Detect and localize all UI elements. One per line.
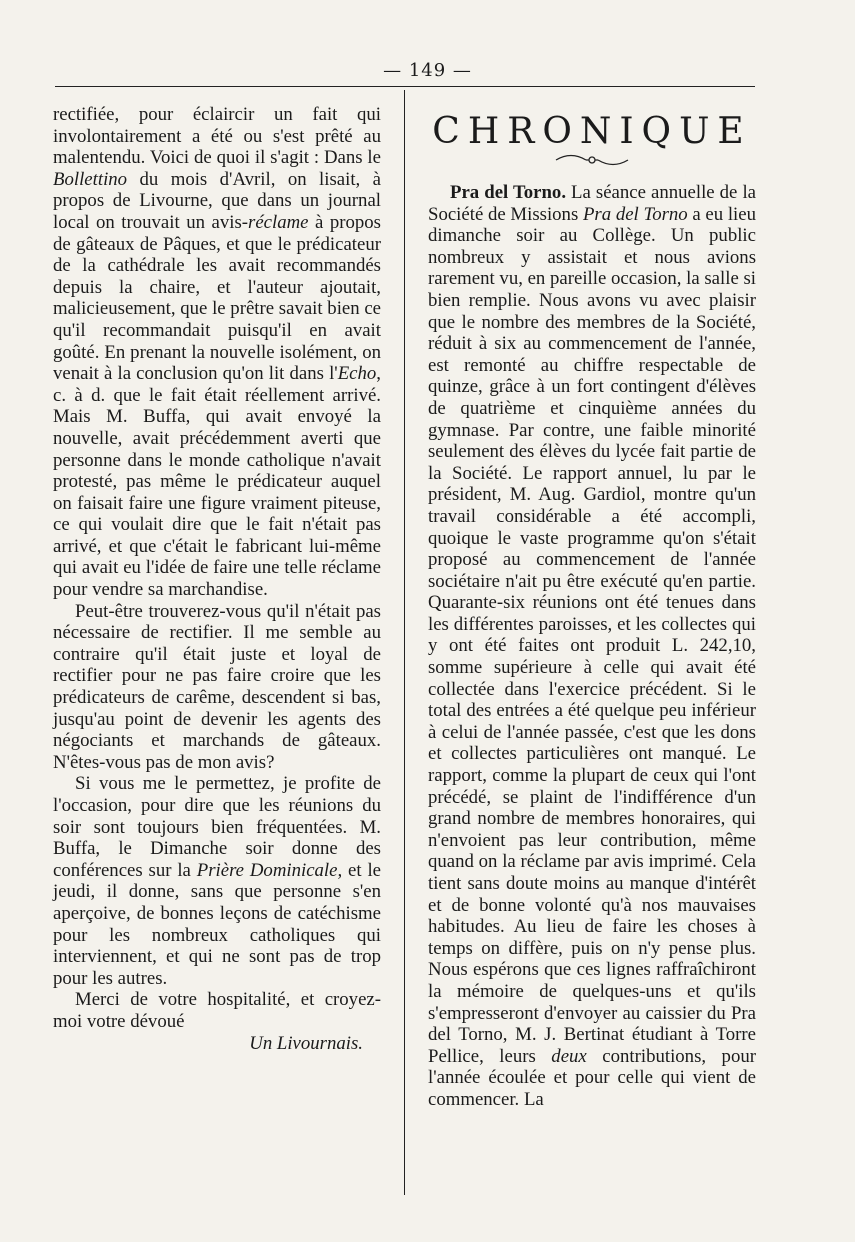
page-number: — 149 — — [383, 60, 472, 81]
signature: Un Livournais. — [249, 1032, 363, 1054]
column-divider — [404, 90, 405, 1195]
left-column — [53, 104, 381, 1054]
bollettino-title: Bollettino — [53, 168, 128, 190]
article-pra-del-torno: Pra del Torno. La séance annuelle de la Société de Missions Pra del Torno a eu lieu dimanche soir au Collège. Un public nombreux y assistait et nous avions rarement vu, en pareille occasion, la salle si bien remplie. Nous avons vu avec plaisir que le nombre des membres de la Société, réduit à six au commencement de l'année, est remonté au chiffre respectable de quinze, grâce à un fort contingent d'élèves de quatrième et cinquième années du gymnase. Par contre, une faible minorité seulement des élèves du lycée fait partie de la Société. Le rapport annuel, lu par le président, M. Aug. Gardiol, montre qu'un travail considérable a été accompli, quoique le vaste programme qu'on s'était proposé au commencement de l'année sociétaire n'ait pu être exécuté qu'en partie. Quarante-six réunions ont été tenues dans les différentes paroisses, et les collectes qui y ont été faites ont produit L. 242,10, somme supérieure à celle qui avait été collectée dans l'exercice précédent. Si le total des entrées a été quelque peu inférieur à celui de l'année passée, c'est que les dons et collectes particulières ont manqué. Le rapport, comme la plupart de ceux qui l'ont précédé, se plaint de l'indifférence d'un grand nombre de membres honoraires, qui n'envoient pas leur contribution, même quand on la réclame par avis imprimé. Cela tient sans doute moins au manque d'intérêt et de bonne volonté qu'à nos mauvaises habitudes. Au lieu de faire les choses à temps on diffère, puis on n'y pense plus. Nous espérons que ces lignes raffraîchiront la mémoire de quelques-uns et qu'ils s'empresseront d'envoyer au caissier du Pra del Torno, M. J. Bertinat étudiant à Torre Pellice, leurs deux contributions, pour l'année écoulée et pour celle qui vient de commencer. La — [428, 182, 757, 1110]
article-lead: Pra del Torno. — [450, 182, 567, 203]
paragraph-closing: Merci de votre hospitalité, et croyez-moi votre dévoué — [53, 989, 381, 1032]
right-column — [428, 104, 756, 1111]
paragraph-meetings: Si vous me le permettez, je profite de l'occasion, pour dire que les réunions du soir sont toujours bien fréquentées. M. Buffa, le Dimanche soir donne des conférences sur la Prière Dominicale, et le jeudi, il donne, sans que personne s'en aperçoive, de bonnes leçons de catéchisme pour les nombreux catholiques qui interviennent, et qui ne sont pas de trop pour les autres. — [53, 773, 381, 989]
section-title: CHRONIQUE — [432, 111, 752, 152]
flourish-ornament — [428, 152, 756, 174]
paragraph-opinion: Peut-être trouverez-vous qu'il n'était pas nécessaire de rectifier. Il me semble au contraire qu'il était juste et loyal de rectifier pour ne pas faire croire que les prédicateurs de carême, descendent si bas, jusqu'au point de devenir les agents des négociants et marchands de gâteaux. N'êtes-vous pas de mon avis? — [53, 600, 381, 773]
header-rule — [55, 86, 755, 87]
echo-title: Echo — [337, 363, 377, 385]
paragraph-rectification: rectifiée, pour éclaircir un fait qui involontairement a été ou s'est prêté au malentendu. Voici de quoi il s'agit : Dans le Bollettino du mois d'Avril, on lisait, à propos de Livourne, que dans un journal local on trouvait un avis-réclame à propos de gâteaux de Pâques, et que le prédicateur de la cathédrale les avait recommandés depuis la chaire, et l'auteur ajoutait, malicieusement, que le prêtre savait bien ce qu'il recommandait puisqu'il en avait goûté. En prenant la nouvelle isolément, on venait à la conclusion qu'on lit dans l'Echo, c. à d. que le fait était réellement arrivé. Mais M. Buffa, qui avait envoyé la nouvelle, avait précédemment averti que personne dans le monde catholique n'avait protesté, pas même le prédicateur auquel on faisait faire une figure vraiment piteuse, ce qui voulait dire que le fait n'était pas arrivé, et que c'était le fabricant lui-même qui avait eu l'idée de faire une telle réclame pour vendre sa marchandise. — [53, 104, 382, 601]
